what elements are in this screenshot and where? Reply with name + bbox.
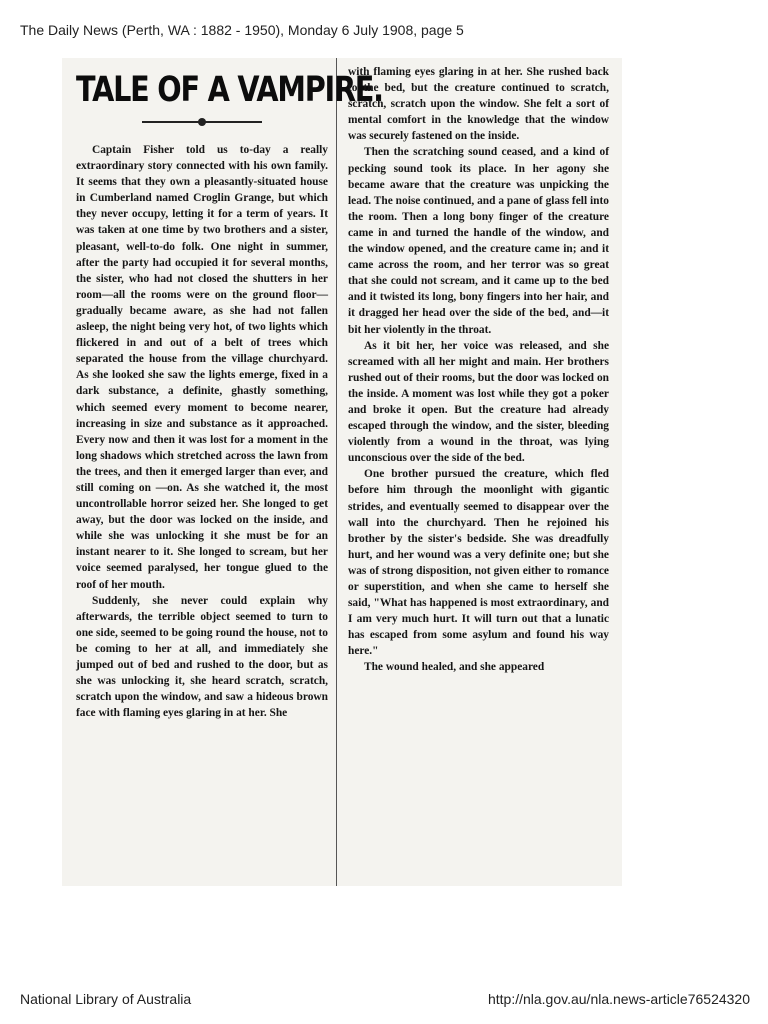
article-paragraph: Suddenly, she never could explain why afterwards, the terrible object seemed to turn to one side, seemed to be going round the house, not to be coming to her at all, and immediately she jumped out of bed and rushed to the door, but as she was unlocking it, she heard scratch, scratch, scratch upon the window, and saw a hideous brown face with flaming eyes glaring in at her. She: [76, 594, 328, 720]
article-paragraph: As it bit her, her voice was released, and she screamed with all her might and main. Her brothers rushed out of their rooms, but the door was locked on the inside. A moment was lost while they got a poker and broke it open. But the creature had already escaped through the window, and the sister, bleeding violently from a wound in the throat, was lying unconscious over the side of the bed.: [348, 339, 609, 465]
article-paragraph: with flaming eyes glaring in at her. She rushed back to the bed, but the creature continued to scratch, scratch, scratch upon the window. She felt a sort of mental comfort in the knowledge that the window was securely fastened on the inside.: [348, 66, 609, 143]
article-paragraph: The wound healed, and she appeared: [364, 661, 545, 674]
rule-ornament: [198, 118, 206, 126]
article-paragraph: Captain Fisher told us to-day a really extraordinary story connected with his own family. It seems that they own a pleasantly-situated house in Cumberland named Croglin Grange, but which they never occupy, letting it for a term of years. It was taken at one time by two brothers and a sister, pleasant, well-to-do folk. One night in summer, after the party had occupied it for several months, the sister, who had not closed the shutters in her room—all the rooms were on the ground floor—gradually became aware, as she had not fallen asleep, the night being very hot, of two lights which flickered in and out of a belt of trees which separated the house from the village churchyard. As she looked she saw the lights emerge, fixed in a dark substance, a definite, ghastly something, which seemed every moment to become nearer, increasing in size and substance as it approached. Every now and then it was lost for a moment in the long shadows which stretched across the lawn from the trees, and then it emerged larger than ever, and still coming on —on. As she watched it, the most uncontrollable horror seized her. She longed to get away, but the door was locked on the inside, and while she was unlocking it she must be for an instant nearer to it. She longed to scream, but her voice seemed paralysed, her tongue glued to the roof of her mouth.: [76, 144, 328, 591]
footer-source: National Library of Australia: [20, 991, 192, 1007]
footer-url[interactable]: http://nla.gov.au/nla.news-article76524320: [487, 991, 750, 1007]
article-column-left: [62, 58, 383, 886]
article-paragraph: Then the scratching sound ceased, and a kind of pecking sound took its place. In her agony she became aware that the creature was unpicking the lead. The noise continued, and a pane of glass fell into the room. Then a long bony finger of the creature came in and turned the handle of the window, and the window opened, and the creature came in; and it came across the room, and her terror was so great that she could not scream, and it came up to the bed and it twisted its long, bony fingers into her hair, and it dragged her head over the side of the bed, and—it bit her violently in the throat.: [348, 146, 609, 336]
article-paragraph: One brother pursued the creature, which fled before him through the moonlight with gigantic strides, and eventually seemed to disappear over the wall into the churchyard. Then he rejoined his brother by the sister's bedside. She was dreadfully hurt, and her wound was a very definite one; but she was of strong disposition, not given either to romance or superstition, and when she came to herself she said, "What has happened is most extraordinary, and I am very much hurt. It will turn out that a lunatic has escaped from some asylum and found his way here.": [348, 468, 609, 658]
headline-rule: [142, 118, 262, 126]
article-headline: TALE OF A VAMPIRE.: [76, 70, 383, 110]
article-column-right: [344, 58, 619, 886]
newspaper-clipping: [62, 58, 622, 886]
page-citation: The Daily News (Perth, WA : 1882 - 1950), Monday 6 July 1908, page 5: [20, 22, 464, 38]
